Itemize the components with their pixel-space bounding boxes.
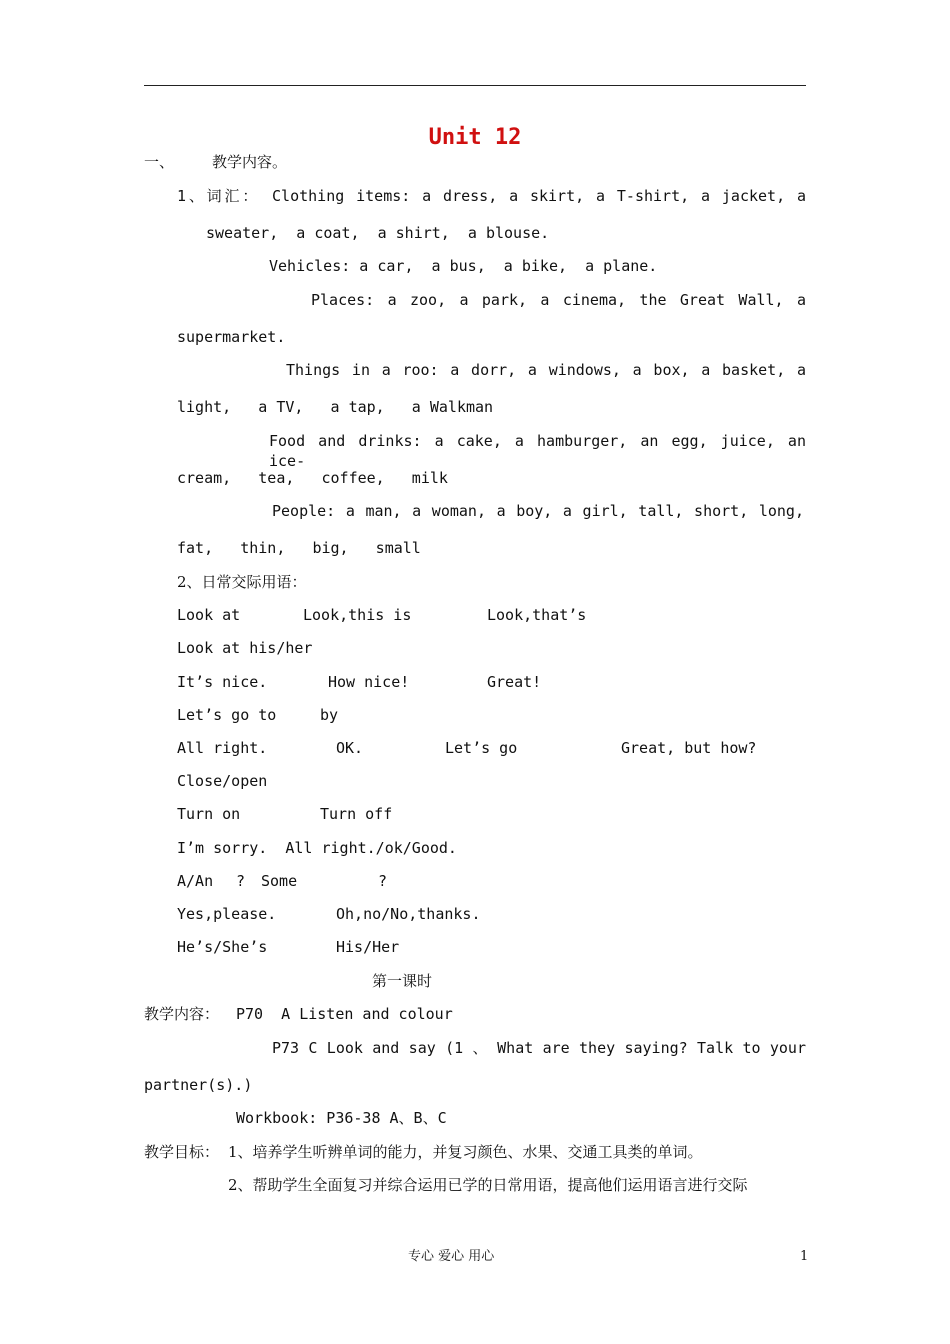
phrase-text: ? bbox=[236, 872, 246, 890]
content-line-3: partner(s).) bbox=[144, 1076, 253, 1094]
vocab-line-8: Food and drinks: a cake, a hamburger, an egg, juice, an ice- bbox=[269, 432, 806, 470]
content-line-4: Workbook: P36-38 A、B、C bbox=[236, 1109, 447, 1127]
page-number: 1 bbox=[800, 1249, 809, 1264]
goal-label: 教学目标： bbox=[144, 1143, 220, 1161]
vocab-line-11: fat, thin, big, small bbox=[177, 539, 421, 557]
content-line-2: P73 C Look and say (1 、 What are they saying? Talk to your bbox=[272, 1039, 806, 1057]
phrase-text: Let’s go to bbox=[177, 706, 277, 724]
phrase-text: Some bbox=[261, 872, 298, 890]
vocab-line-10: People: a man, a woman, a boy, a girl, tall, short, long, bbox=[272, 502, 804, 520]
phrase-text: He’s/She’s bbox=[177, 938, 268, 956]
footer-motto: 专心 爱心 用心 bbox=[408, 1249, 495, 1264]
content-label: 教学内容： bbox=[144, 1005, 220, 1023]
phrase-text: Look at bbox=[177, 606, 241, 624]
phrase-text: Great, but how? bbox=[621, 739, 757, 757]
page-title: Unit 12 bbox=[428, 125, 522, 150]
phrase-text: Yes,please. bbox=[177, 905, 277, 923]
phrase-text: All right. bbox=[177, 739, 268, 757]
vocab-line-2: sweater, a coat, a shirt, a blouse. bbox=[206, 224, 550, 242]
phrase-text: Look at his/her bbox=[177, 639, 313, 657]
goal-line-2: 2、帮助学生全面复习并综合运用已学的日常用语，提高他们运用语言进行交际 bbox=[228, 1176, 748, 1194]
phrase-text: by bbox=[320, 706, 339, 724]
vocab-line-9: cream, tea, coffee, milk bbox=[177, 469, 448, 487]
phrase-text: Let’s go bbox=[445, 739, 518, 757]
phrase-text: A/An bbox=[177, 872, 214, 890]
vocab-line-3: Vehicles: a car, a bus, a bike, a plane. bbox=[269, 257, 658, 275]
phrase-text: I’m sorry. All right./ok/Good. bbox=[177, 839, 457, 857]
phrase-text: Turn on bbox=[177, 805, 241, 823]
phrase-text: Close/open bbox=[177, 772, 268, 790]
phrase-text: Oh,no/No,thanks. bbox=[336, 905, 481, 923]
content-line-1: P70 A Listen and colour bbox=[236, 1005, 453, 1023]
phrase-text: OK. bbox=[336, 739, 364, 757]
phrase-text: Great! bbox=[487, 673, 542, 691]
header-rule bbox=[144, 85, 806, 86]
vocab-line-1: 1、词汇： Clothing items: a dress, a skirt, a T-shirt, a jacket, a bbox=[177, 187, 806, 205]
vocab-line-6: Things in a roo: a dorr, a windows, a box, a basket, a bbox=[286, 361, 806, 379]
phrase-text: His/Her bbox=[336, 938, 400, 956]
phrase-text: Turn off bbox=[320, 805, 393, 823]
lesson-heading: 第一课时 bbox=[372, 972, 433, 990]
vocab-line-7: light, a TV, a tap, a Walkman bbox=[177, 398, 494, 416]
phrase-text: Look,that’s bbox=[487, 606, 587, 624]
section-number: 一、 bbox=[144, 153, 175, 171]
phrases-heading: 2、日常交际用语： bbox=[177, 573, 307, 591]
vocab-line-5: supermarket. bbox=[177, 328, 286, 346]
section-heading: 教学内容。 bbox=[212, 153, 288, 171]
goal-line-1: 1、培养学生听辨单词的能力，并复习颜色、水果、交通工具类的单词。 bbox=[228, 1143, 703, 1161]
phrase-text: ? bbox=[378, 872, 388, 890]
vocab-line-4: Places: a zoo, a park, a cinema, the Great Wall, a bbox=[311, 291, 806, 309]
phrase-text: It’s nice. bbox=[177, 673, 268, 691]
phrase-text: Look,this is bbox=[303, 606, 412, 624]
phrase-text: How nice! bbox=[328, 673, 410, 691]
